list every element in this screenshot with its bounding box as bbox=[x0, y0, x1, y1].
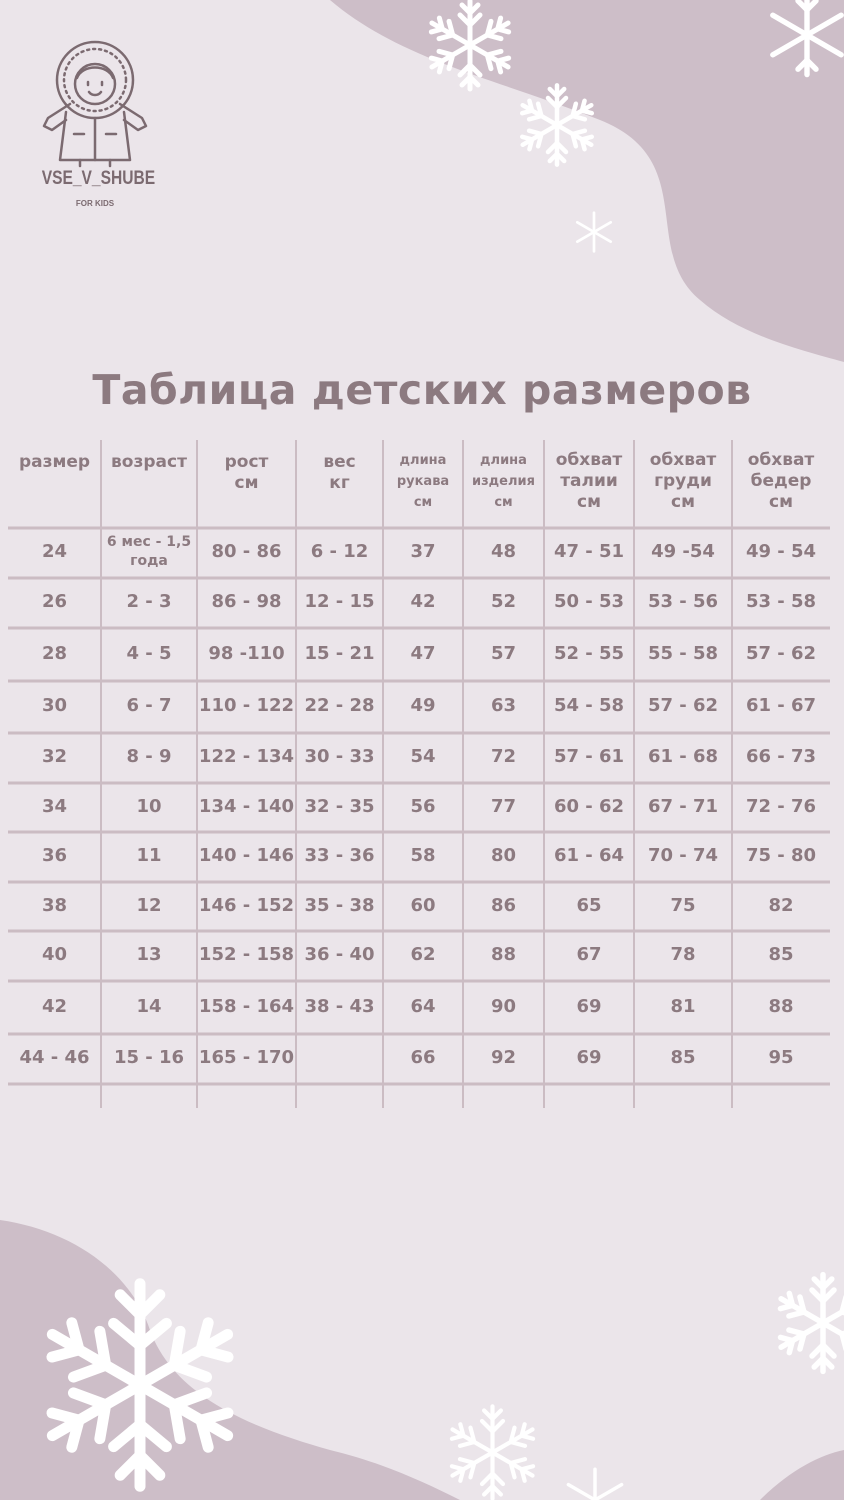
table-cell: 10 bbox=[136, 795, 162, 817]
table-cell: 146 - 152 bbox=[198, 894, 295, 916]
table-cell: 30 bbox=[41, 695, 68, 716]
table-cell: 44 - 46 bbox=[19, 1047, 90, 1068]
table-cell: 36 bbox=[41, 845, 68, 866]
table-cell: 95 bbox=[768, 1047, 794, 1068]
column-header-line: вес bbox=[323, 452, 356, 472]
table-cell: 38 bbox=[41, 894, 68, 916]
table-cell: 75 - 80 bbox=[745, 845, 817, 866]
table-cell: 52 bbox=[490, 591, 517, 612]
table-cell: 34 bbox=[41, 795, 68, 817]
table-cell: 33 - 36 bbox=[304, 845, 375, 866]
table-cell: 54 - 58 bbox=[553, 695, 625, 716]
table-cell: 98 -110 bbox=[208, 642, 285, 664]
column-header bbox=[634, 450, 732, 513]
table-cell: 69 bbox=[576, 995, 602, 1017]
table-cell: 35 - 38 bbox=[304, 894, 375, 916]
column-header bbox=[296, 452, 383, 494]
table-cell: 24 bbox=[41, 541, 68, 562]
table-cell: 47 - 51 bbox=[553, 541, 625, 562]
brand-name: VSE_V_SHUBE bbox=[41, 168, 156, 189]
table-cell: 86 - 98 bbox=[211, 591, 282, 612]
column-header-line: обхват bbox=[747, 450, 815, 470]
table-cell: 6 мес - 1,5 года bbox=[106, 534, 192, 569]
table-cell: 32 - 35 bbox=[304, 795, 375, 817]
table-cell: 8 - 9 bbox=[126, 746, 172, 767]
table-cell: 57 - 62 bbox=[745, 642, 817, 664]
column-header-line: см bbox=[671, 492, 695, 512]
table-cell: 61 - 67 bbox=[745, 695, 817, 716]
table-cell: 66 bbox=[410, 1047, 436, 1068]
table-cell: 53 - 56 bbox=[647, 591, 719, 612]
column-header bbox=[544, 450, 634, 513]
column-header-line: груди bbox=[654, 471, 712, 491]
table-cell: 11 bbox=[136, 845, 162, 866]
column-header-line: кг bbox=[329, 473, 350, 493]
table-cell: 28 bbox=[41, 642, 68, 664]
table-cell: 57 bbox=[490, 642, 517, 664]
column-header-line: изделия bbox=[472, 474, 535, 489]
table-cell: 58 bbox=[410, 845, 436, 866]
table-cell: 66 - 73 bbox=[745, 746, 817, 767]
column-header-line: длина bbox=[480, 453, 527, 468]
brand-tagline: FOR KIDS bbox=[75, 199, 115, 208]
column-header-line: длина bbox=[399, 453, 447, 468]
table-cell: 32 bbox=[41, 746, 68, 767]
table-cell: 77 bbox=[490, 795, 517, 817]
table-cell: 37 bbox=[410, 541, 436, 562]
table-cell: 57 - 61 bbox=[553, 746, 625, 767]
table-cell: 152 - 158 bbox=[198, 944, 295, 965]
column-header-line: рукава bbox=[396, 474, 450, 489]
table-cell: 92 bbox=[490, 1047, 517, 1068]
table-cell: 15 - 16 bbox=[113, 1047, 185, 1068]
column-header-line: рост bbox=[224, 452, 269, 472]
table-cell: 78 bbox=[670, 944, 696, 965]
table-cell: 57 - 62 bbox=[647, 695, 719, 716]
table-cell: 49 - 54 bbox=[745, 541, 817, 562]
table-cell: 63 bbox=[490, 695, 517, 716]
table-cell: 49 bbox=[410, 695, 436, 716]
table-cell: 15 - 21 bbox=[304, 642, 375, 664]
column-header bbox=[197, 452, 296, 494]
table-cell: 61 - 64 bbox=[553, 845, 625, 866]
table-cell: 122 - 134 bbox=[198, 746, 295, 767]
table-cell: 88 bbox=[490, 944, 517, 965]
table-cell: 85 bbox=[670, 1047, 696, 1068]
table-cell: 40 bbox=[41, 944, 68, 965]
table-cell: 4 - 5 bbox=[126, 642, 172, 664]
table-cell: 13 bbox=[136, 944, 162, 965]
table-cell: 60 bbox=[410, 894, 436, 916]
table-cell: 67 bbox=[576, 944, 602, 965]
table-cell: 49 -54 bbox=[651, 541, 715, 562]
table-cell: 69 bbox=[576, 1047, 602, 1068]
table-cell: 42 bbox=[410, 591, 436, 612]
table-cell: 56 bbox=[410, 795, 436, 817]
column-header-line: бедер bbox=[750, 471, 812, 491]
table-cell: 50 - 53 bbox=[553, 591, 625, 612]
table-cell: 158 - 164 bbox=[198, 995, 295, 1017]
table-cell: 54 bbox=[410, 746, 436, 767]
table-cell: 42 bbox=[41, 995, 68, 1017]
column-header bbox=[732, 450, 830, 513]
table-cell: 67 - 71 bbox=[647, 795, 719, 817]
table-cell: 53 - 58 bbox=[745, 591, 817, 612]
table-cell: 86 bbox=[490, 894, 517, 916]
column-header-line: см bbox=[413, 495, 433, 510]
table-cell: 36 - 40 bbox=[304, 944, 375, 965]
column-header-line: талии bbox=[560, 471, 618, 491]
column-header bbox=[8, 452, 101, 473]
column-header-line: возраст bbox=[111, 452, 187, 472]
table-cell: 55 - 58 bbox=[647, 642, 719, 664]
table-cell: 12 bbox=[136, 894, 162, 916]
column-header bbox=[101, 452, 197, 473]
table-cell: 70 - 74 bbox=[647, 845, 719, 866]
column-header-line: см bbox=[577, 492, 601, 512]
column-header bbox=[383, 450, 463, 513]
table-cell: 6 - 12 bbox=[310, 541, 369, 562]
table-cell: 47 bbox=[410, 642, 436, 664]
table-cell: 2 - 3 bbox=[126, 591, 172, 612]
table-cell: 60 - 62 bbox=[553, 795, 625, 817]
table-cell: 140 - 146 bbox=[198, 845, 295, 866]
table-cell: 85 bbox=[768, 944, 794, 965]
table-cell: 72 - 76 bbox=[745, 795, 817, 817]
table-cell: 80 - 86 bbox=[211, 541, 282, 562]
table-cell: 6 - 7 bbox=[126, 695, 172, 716]
table-cell: 22 - 28 bbox=[304, 695, 375, 716]
table-cell: 65 bbox=[576, 894, 602, 916]
column-header bbox=[463, 450, 544, 513]
table-cell: 61 - 68 bbox=[647, 746, 719, 767]
column-header-line: см bbox=[494, 495, 513, 510]
column-header-line: см bbox=[769, 492, 793, 512]
table-cell: 134 - 140 bbox=[198, 795, 295, 817]
table-cell: 52 - 55 bbox=[553, 642, 625, 664]
table-cell: 62 bbox=[410, 944, 436, 965]
table-cell: 82 bbox=[768, 894, 794, 916]
column-header-line: размер bbox=[18, 452, 91, 472]
table-cell: 81 bbox=[670, 995, 696, 1017]
column-header-line: обхват bbox=[555, 450, 623, 470]
table-cell: 72 bbox=[490, 746, 517, 767]
table-cell: 64 bbox=[410, 995, 436, 1017]
table-cell: 38 - 43 bbox=[304, 995, 375, 1017]
table-cell: 165 - 170 bbox=[198, 1047, 295, 1068]
table-cell: 48 bbox=[490, 541, 517, 562]
table-cell: 88 bbox=[768, 995, 794, 1017]
page-title: Таблица детских размеров bbox=[92, 366, 752, 414]
table-cell: 12 - 15 bbox=[304, 591, 375, 612]
table-cell: 14 bbox=[136, 995, 162, 1017]
table-cell: 30 - 33 bbox=[304, 746, 375, 767]
column-header-line: обхват bbox=[649, 450, 717, 470]
table-cell: 75 bbox=[670, 894, 696, 916]
table-cell: 80 bbox=[490, 845, 517, 866]
table-cell: 26 bbox=[41, 591, 68, 612]
column-header-line: см bbox=[234, 473, 259, 493]
table-cell: 90 bbox=[490, 995, 517, 1017]
table-cell: 110 - 122 bbox=[198, 695, 295, 716]
